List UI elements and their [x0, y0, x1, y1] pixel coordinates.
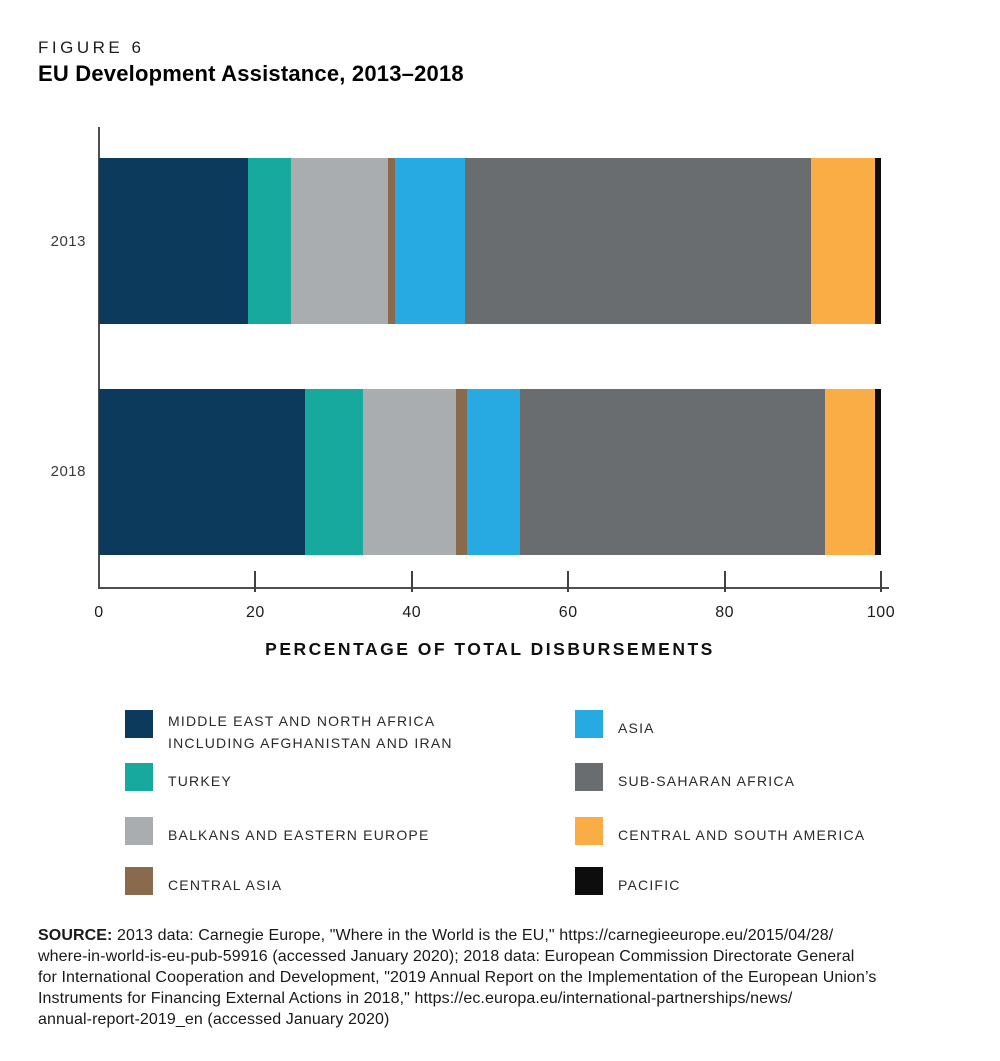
plot-area [94, 127, 896, 672]
legend-label-line: TURKEY [168, 773, 232, 789]
bar-segment-2018-central-asia [456, 389, 466, 555]
stacked-bar-chart [0, 127, 1000, 672]
x-axis-tick-40 [411, 571, 413, 592]
legend [125, 710, 935, 905]
legend-label-line: MIDDLE EAST AND NORTH AFRICA [168, 713, 436, 729]
legend-item-asia [575, 710, 1000, 750]
legend-label-line: ASIA [618, 720, 655, 736]
bar-segment-2018-turkey [305, 389, 363, 555]
bar-2013 [99, 158, 881, 324]
bar-segment-2013-central-and-south-america [811, 158, 876, 324]
legend-swatch-balkans-eastern-europe [125, 817, 153, 845]
legend-label-pacific [618, 874, 681, 896]
figure-label: FIGURE 6 [38, 38, 145, 57]
source-line-3: for International Cooperation and Development, "2019 Annual Report on the Implementation of the European Union’s [38, 969, 877, 986]
bar-segment-2013-central-asia [388, 158, 396, 324]
source-label: SOURCE: [38, 927, 113, 944]
legend-item-pacific [575, 867, 1000, 907]
legend-label-balkans-eastern-europe [168, 824, 430, 846]
source-line-5: annual-report-2019_en (accessed January 2020) [38, 1011, 390, 1028]
legend-label-line: PACIFIC [618, 877, 681, 893]
legend-label-central-asia [168, 874, 282, 896]
legend-swatch-central-south-america [575, 817, 603, 845]
legend-label-asia [618, 717, 655, 739]
legend-label-sub-saharan-africa [618, 770, 795, 792]
legend-item-middle-east-north-africa [125, 710, 555, 750]
source-line-4: Instruments for Financing External Actions in 2018," https://ec.europa.eu/international-partnerships/news/ [38, 990, 793, 1007]
legend-swatch-sub-saharan-africa [575, 763, 603, 791]
legend-label-line: CENTRAL ASIA [168, 877, 283, 893]
x-axis-tick-100 [880, 571, 882, 592]
legend-item-central-south-america [575, 817, 1000, 857]
bar-2018 [99, 389, 881, 555]
source-line-2: where-in-world-is-eu-pub-59916 (accessed January 2020); 2018 data: European Commission Directorate General [38, 948, 855, 965]
x-axis-tick-label-80: 80 [715, 604, 734, 621]
x-axis-tick-label-40: 40 [402, 604, 422, 621]
legend-swatch-asia [575, 710, 603, 738]
legend-swatch-turkey [125, 763, 153, 791]
x-axis-title: PERCENTAGE OF TOTAL DISBURSEMENTS [265, 639, 715, 659]
source-line-text: 2013 data: Carnegie Europe, "Where in the World is the EU," https://carnegieeurope.eu/2015/04/28/ [117, 927, 834, 944]
legend-label-turkey [168, 770, 232, 792]
legend-swatch-pacific [575, 867, 603, 895]
legend-label-central-south-america [618, 824, 865, 846]
x-axis-tick-label-0: 0 [94, 604, 104, 621]
bar-segment-2013-sub-saharan-africa [465, 158, 811, 324]
x-axis-line [98, 587, 889, 589]
legend-label-line: BALKANS AND EASTERN EUROPE [168, 827, 430, 843]
bar-segment-2013-asia [395, 158, 465, 324]
bar-segment-2013-balkans-and-eastern-europe [291, 158, 387, 324]
source-note [38, 925, 978, 1030]
y-axis-label-2013: 2013 [50, 233, 86, 250]
legend-label-line: CENTRAL AND SOUTH AMERICA [618, 827, 866, 843]
bar-segment-2013-pacific [875, 158, 880, 324]
legend-item-sub-saharan-africa [575, 763, 1000, 803]
bar-segment-2013-turkey [248, 158, 292, 324]
bar-segment-2018-middle-east-and-north-africa-including-afghanistan-and-iran [99, 389, 305, 555]
legend-swatch-middle-east-north-africa [125, 710, 153, 738]
x-axis-tick-80 [724, 571, 726, 592]
legend-label-line: INCLUDING AFGHANISTAN AND IRAN [168, 735, 453, 751]
legend-item-balkans-eastern-europe [125, 817, 555, 857]
x-axis-tick-label-60: 60 [558, 604, 578, 621]
legend-label-line: SUB-SAHARAN AFRICA [618, 773, 796, 789]
bar-segment-2013-middle-east-and-north-africa-including-afghanistan-and-iran [99, 158, 248, 324]
bar-segment-2018-balkans-and-eastern-europe [363, 389, 457, 555]
x-axis-tick-60 [567, 571, 569, 592]
bar-segment-2018-central-and-south-america [825, 389, 876, 555]
source-line-1 [38, 925, 978, 946]
bar-segment-2018-asia [467, 389, 521, 555]
legend-label-middle-east-north-africa [168, 710, 453, 754]
figure-title: EU Development Assistance, 2013–2018 [38, 61, 464, 86]
x-axis-tick-label-20: 20 [245, 604, 265, 621]
legend-item-turkey [125, 763, 555, 803]
bar-segment-2018-sub-saharan-africa [520, 389, 824, 555]
legend-item-central-asia [125, 867, 555, 907]
y-axis-label-2018: 2018 [50, 463, 86, 480]
legend-swatch-central-asia [125, 867, 153, 895]
x-axis-tick-20 [254, 571, 256, 592]
bar-segment-2018-pacific [875, 389, 880, 555]
x-axis-tick-label-100: 100 [866, 604, 896, 621]
